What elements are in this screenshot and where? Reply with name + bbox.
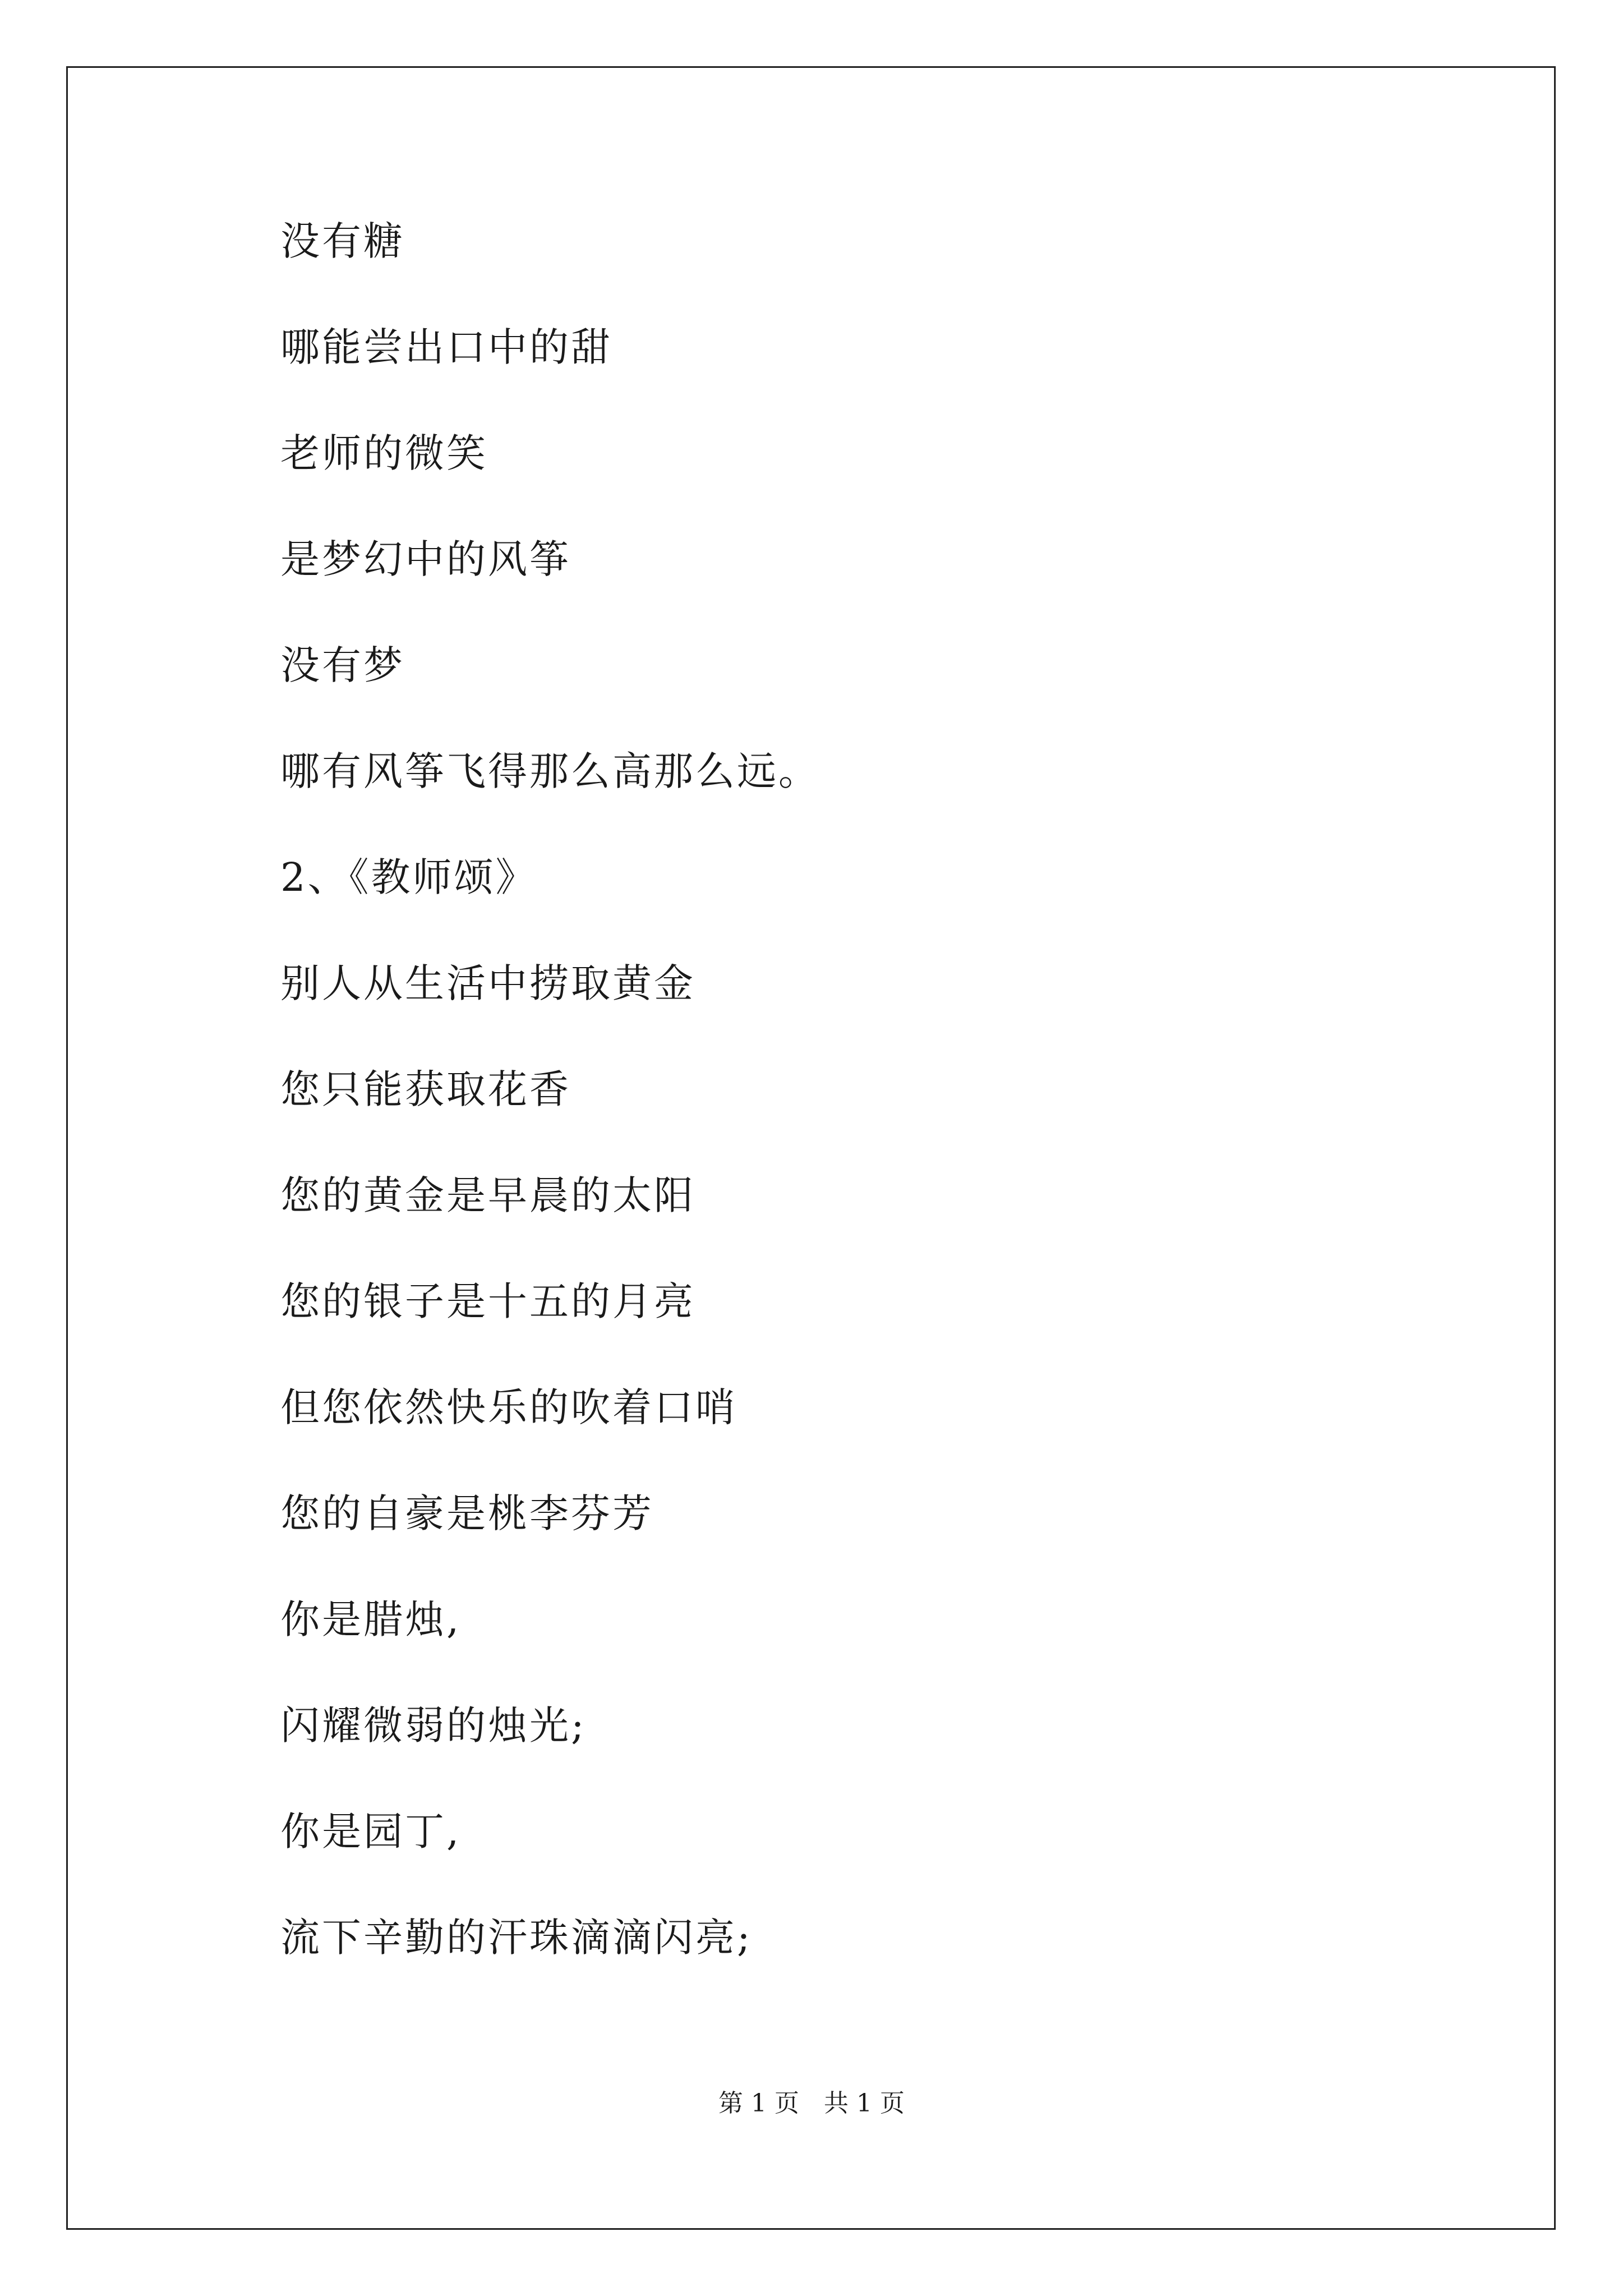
text-line: 哪能尝出口中的甜 — [280, 324, 612, 370]
text-line: 您只能获取花香 — [280, 1066, 571, 1112]
text-line: 哪有风筝飞得那么高那么远。 — [280, 748, 820, 794]
text-line: 没有梦 — [280, 642, 405, 688]
section-heading: 2、《教师颂》 — [280, 854, 537, 900]
text-line: 闪耀微弱的烛光; — [280, 1703, 587, 1749]
page-number-footer: 第 1 页 共 1 页 — [718, 2089, 905, 2118]
page-border — [66, 66, 1556, 2230]
text-line: 是梦幻中的风筝 — [280, 536, 571, 582]
text-line: 您的自豪是桃李芬芳 — [280, 1490, 654, 1536]
text-line: 流下辛勤的汗珠滴滴闪亮; — [280, 1915, 753, 1961]
text-line: 您的银子是十五的月亮 — [280, 1278, 695, 1324]
text-line: 没有糖 — [280, 218, 405, 264]
text-line: 别人从生活中捞取黄金 — [280, 960, 695, 1006]
text-line: 你是腊烛, — [280, 1596, 462, 1642]
text-line: 您的黄金是早晨的太阳 — [280, 1172, 695, 1218]
text-line: 老师的微笑 — [280, 430, 488, 476]
text-line: 但您依然快乐的吹着口哨 — [280, 1384, 737, 1430]
text-line: 你是园丁, — [280, 1809, 462, 1855]
